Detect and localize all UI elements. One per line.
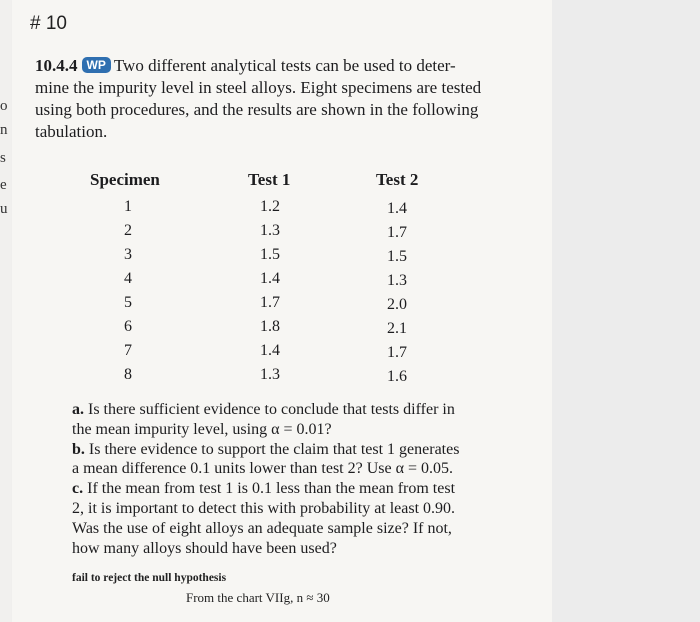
question-text-line: how many alloys should have been used? (72, 539, 337, 557)
problem-text-line: Two different analytical tests can be used to deter- (113, 56, 456, 75)
question-b (72, 440, 492, 480)
problem-number-label: # 10 (30, 13, 67, 34)
question-text-line: Was the use of eight alloys an adequate sample size? If not, (72, 519, 452, 537)
table-cell: 1.4 (260, 342, 280, 359)
wp-badge: WP (82, 57, 111, 73)
question-a (72, 400, 492, 440)
problem-statement (35, 55, 515, 143)
question-text-line: the mean impurity level, using α = 0.01? (72, 420, 332, 438)
question-letter: a. (72, 401, 84, 418)
question-text-line: a mean difference 0.1 units lower than test 2? Use α = 0.05. (72, 460, 453, 478)
table-cell: 1.3 (387, 272, 407, 289)
question-list (72, 400, 492, 558)
table-cell: 5 (124, 294, 132, 311)
table-cell: 1.5 (387, 248, 407, 265)
table-cell: 1.7 (260, 294, 280, 311)
table-cell: 3 (124, 246, 132, 263)
table-cell: 6 (124, 318, 132, 335)
table-cell: 1.6 (387, 368, 407, 385)
edge-char: u (0, 201, 8, 217)
table-cell: 7 (124, 342, 132, 359)
table-cell: 2.1 (387, 320, 407, 337)
question-text-line: Is there evidence to support the claim that test 1 generates (88, 440, 460, 458)
table-cell: 1.4 (260, 270, 280, 287)
table-cell: 8 (124, 366, 132, 383)
table-cell: 1.2 (260, 198, 280, 215)
table-cell: 1.7 (387, 224, 407, 241)
question-text-line: Is there sufficient evidence to conclude that tests differ in (88, 401, 455, 418)
table-cell: 1.8 (260, 318, 280, 335)
edge-char: n (0, 122, 8, 138)
answer-note-a: fail to reject the null hypothesis (72, 572, 227, 584)
question-text-line: If the mean from test 1 is 0.1 less than the mean from test (87, 480, 456, 498)
problem-first-line (35, 55, 515, 77)
adjacent-page-edge (0, 0, 12, 622)
edge-char: e (0, 177, 7, 193)
edge-char: o (0, 98, 8, 114)
table-cell: 4 (124, 270, 132, 287)
table-cell: 1.4 (387, 200, 407, 217)
problem-text-line: using both procedures, and the results are shown in the following (35, 100, 479, 119)
column-header-test1: Test 1 (248, 170, 291, 189)
table-cell: 1 (124, 198, 132, 215)
question-text-line: 2, it is important to detect this with probability at least 0.90. (72, 499, 456, 517)
question-letter: c. (72, 480, 84, 498)
problem-text-line: tabulation. (35, 122, 108, 141)
table-cell: 1.5 (260, 246, 280, 263)
question-c (72, 479, 492, 558)
right-blank-pane (552, 0, 700, 622)
table-cell: 2.0 (387, 296, 407, 313)
table-cell: 1.3 (260, 222, 280, 239)
problem-id: 10.4.4 (35, 56, 78, 75)
answer-note-c: From the chart VIIg, n ≈ 30 (186, 590, 330, 605)
edge-char: s (0, 150, 6, 166)
table-cell: 1.3 (260, 366, 280, 383)
column-header-test2: Test 2 (376, 170, 419, 189)
column-header-specimen: Specimen (90, 170, 160, 189)
question-letter: b. (72, 440, 85, 458)
table-cell: 1.7 (387, 344, 407, 361)
problem-text-line: mine the impurity level in steel alloys. Eight specimens are tested (35, 78, 482, 97)
table-cell: 2 (124, 222, 132, 239)
